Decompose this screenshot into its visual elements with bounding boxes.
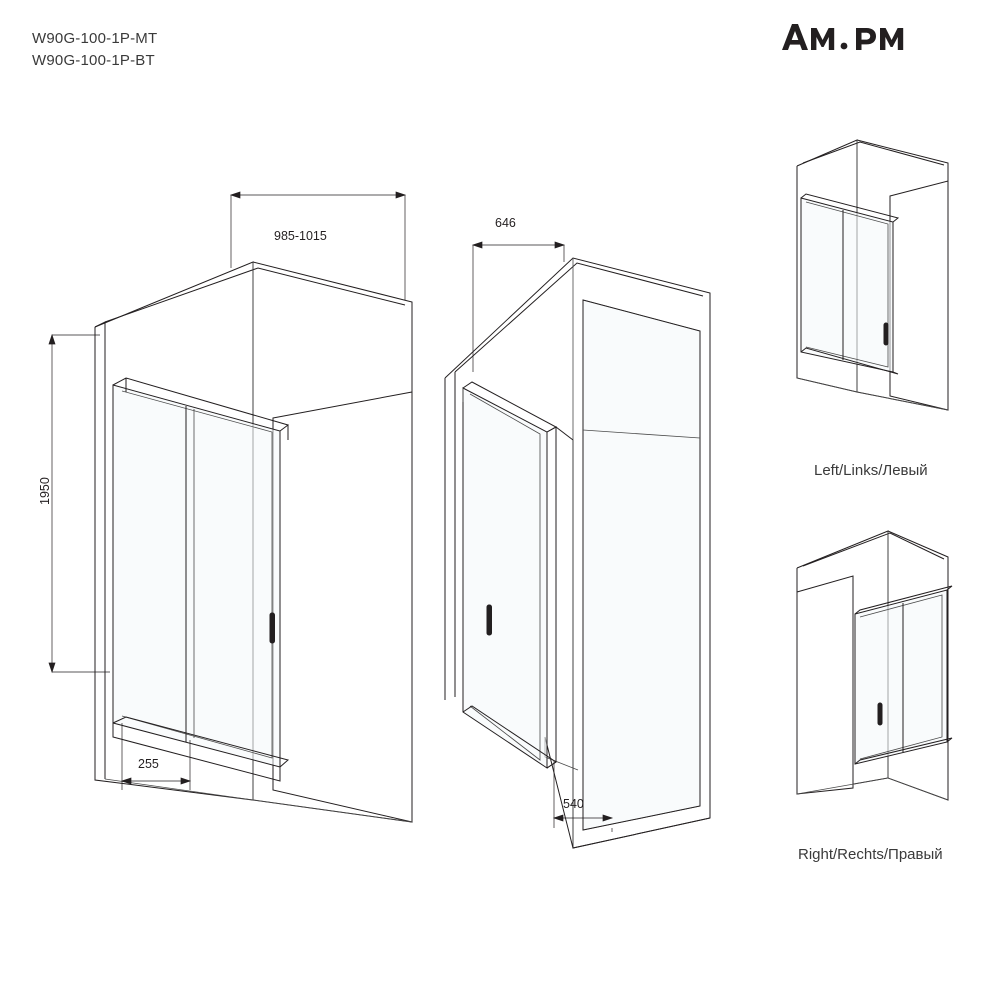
door-handle-icon bbox=[884, 323, 888, 345]
dimension-label-height: 1950 bbox=[38, 477, 52, 505]
view-left-variant bbox=[797, 140, 948, 410]
label-right-variant: Right/Rechts/Правый bbox=[798, 846, 943, 863]
dimension-depth bbox=[473, 242, 564, 372]
dimension-label-fixed-panel: 255 bbox=[138, 757, 159, 771]
dimension-label-depth: 646 bbox=[495, 216, 516, 230]
label-left-variant: Left/Links/Левый bbox=[814, 462, 928, 479]
model-code-bt: W90G-100-1P-BT bbox=[32, 52, 155, 69]
view-right-variant bbox=[797, 531, 952, 800]
door-handle-icon bbox=[878, 703, 882, 725]
dimension-label-door-opening: 540 bbox=[563, 797, 584, 811]
view-open-enclosure bbox=[445, 258, 710, 848]
dimension-height bbox=[49, 335, 110, 672]
view-closed-enclosure bbox=[95, 262, 412, 822]
door-handle-icon bbox=[487, 605, 492, 635]
door-handle-icon bbox=[270, 613, 275, 643]
dimension-front-width bbox=[231, 192, 405, 300]
model-code-mt: W90G-100-1P-MT bbox=[32, 30, 158, 47]
dimension-label-front-width: 985-1015 bbox=[274, 229, 327, 243]
